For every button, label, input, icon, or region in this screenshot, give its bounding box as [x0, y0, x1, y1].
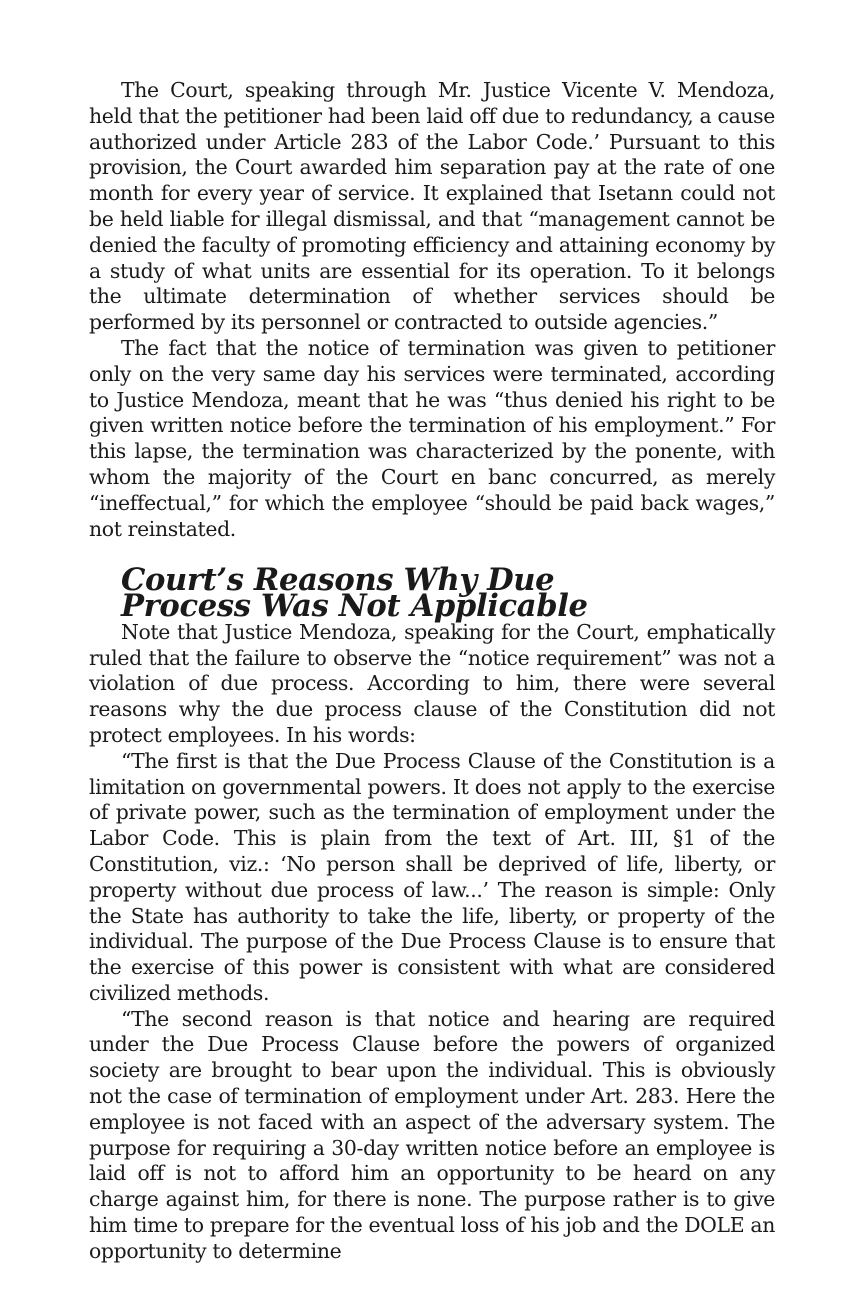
- section-heading-line-1: Court’s Reasons Why Due: [121, 562, 555, 599]
- paragraph-second-reason-quote: “The second reason is that notice and hearing are required under the Due Process Clause before the powers of organized society are brought to bear upon the individual. This is obviously not the case of termination of employment under Art. 283. Here the employee is not faced with an aspect of the adversary system. The purpose for requiring a 30-day written notice before an employee is laid off is not to afford him an opportunity to be heard on any charge against him, for there is none. The purpose rather is to give him time to prepare for the eventual loss of his job and the DOLE an opportunity to determine: [89, 1006, 775, 1263]
- section-heading-line-2: Process Was Not Applicable: [121, 587, 588, 624]
- paragraph-first-reason-quote: “The first is that the Due Process Clause of the Constitution is a limitation on governmental powers. It does not apply to the exercise of private power, such as the termination of employment under the Labor Code. This is plain from the text of Art. III, §1 of the Constitution, viz.: ‘No person shall be deprived of life, liberty, or property without due process of law...’ The reason is simple: Only the State has authority to take the life, liberty, or property of the individual. The purpose of the Due Process Clause is to ensure that the exercise of this power is consistent with what are considered civilized methods.: [89, 748, 775, 1005]
- paragraph-due-process-ruling: Note that Justice Mendoza, speaking for the Court, emphatically ruled that the failure to observe the “notice requirement” was not a violation of due process. According to him, there were several reasons why the due process clause of the Constitution did not protect employees. In his words:: [89, 619, 775, 747]
- document-page: [89, 78, 775, 1265]
- paragraph-notice-of-termination: The fact that the notice of termination was given to petitioner only on the very same day his services were terminated, according to Justice Mendoza, meant that he was “thus denied his right to be given written notice before the termination of his employment.” For this lapse, the termination was characterized by the ponente, with whom the majority of the Court en banc concurred, as merely “ineffectual,” for which the employee “should be paid back wages,” not reinstated.: [89, 335, 775, 541]
- paragraph-court-holding: The Court, speaking through Mr. Justice Vicente V. Mendoza, held that the petitioner had been laid off due to redundancy, a cause authorized under Article 283 of the Labor Code.’ Pursuant to this provision, the Court awarded him separation pay at the rate of one month for every year of service. It explained that Isetann could not be held liable for illegal dismissal, and that “management cannot be denied the faculty of promoting efficiency and attaining economy by a study of what units are essential for its operation. To it belongs the ultimate determination of whether services should be performed by its personnel or contracted to outside agencies.”: [89, 78, 775, 335]
- section-heading: [89, 562, 775, 624]
